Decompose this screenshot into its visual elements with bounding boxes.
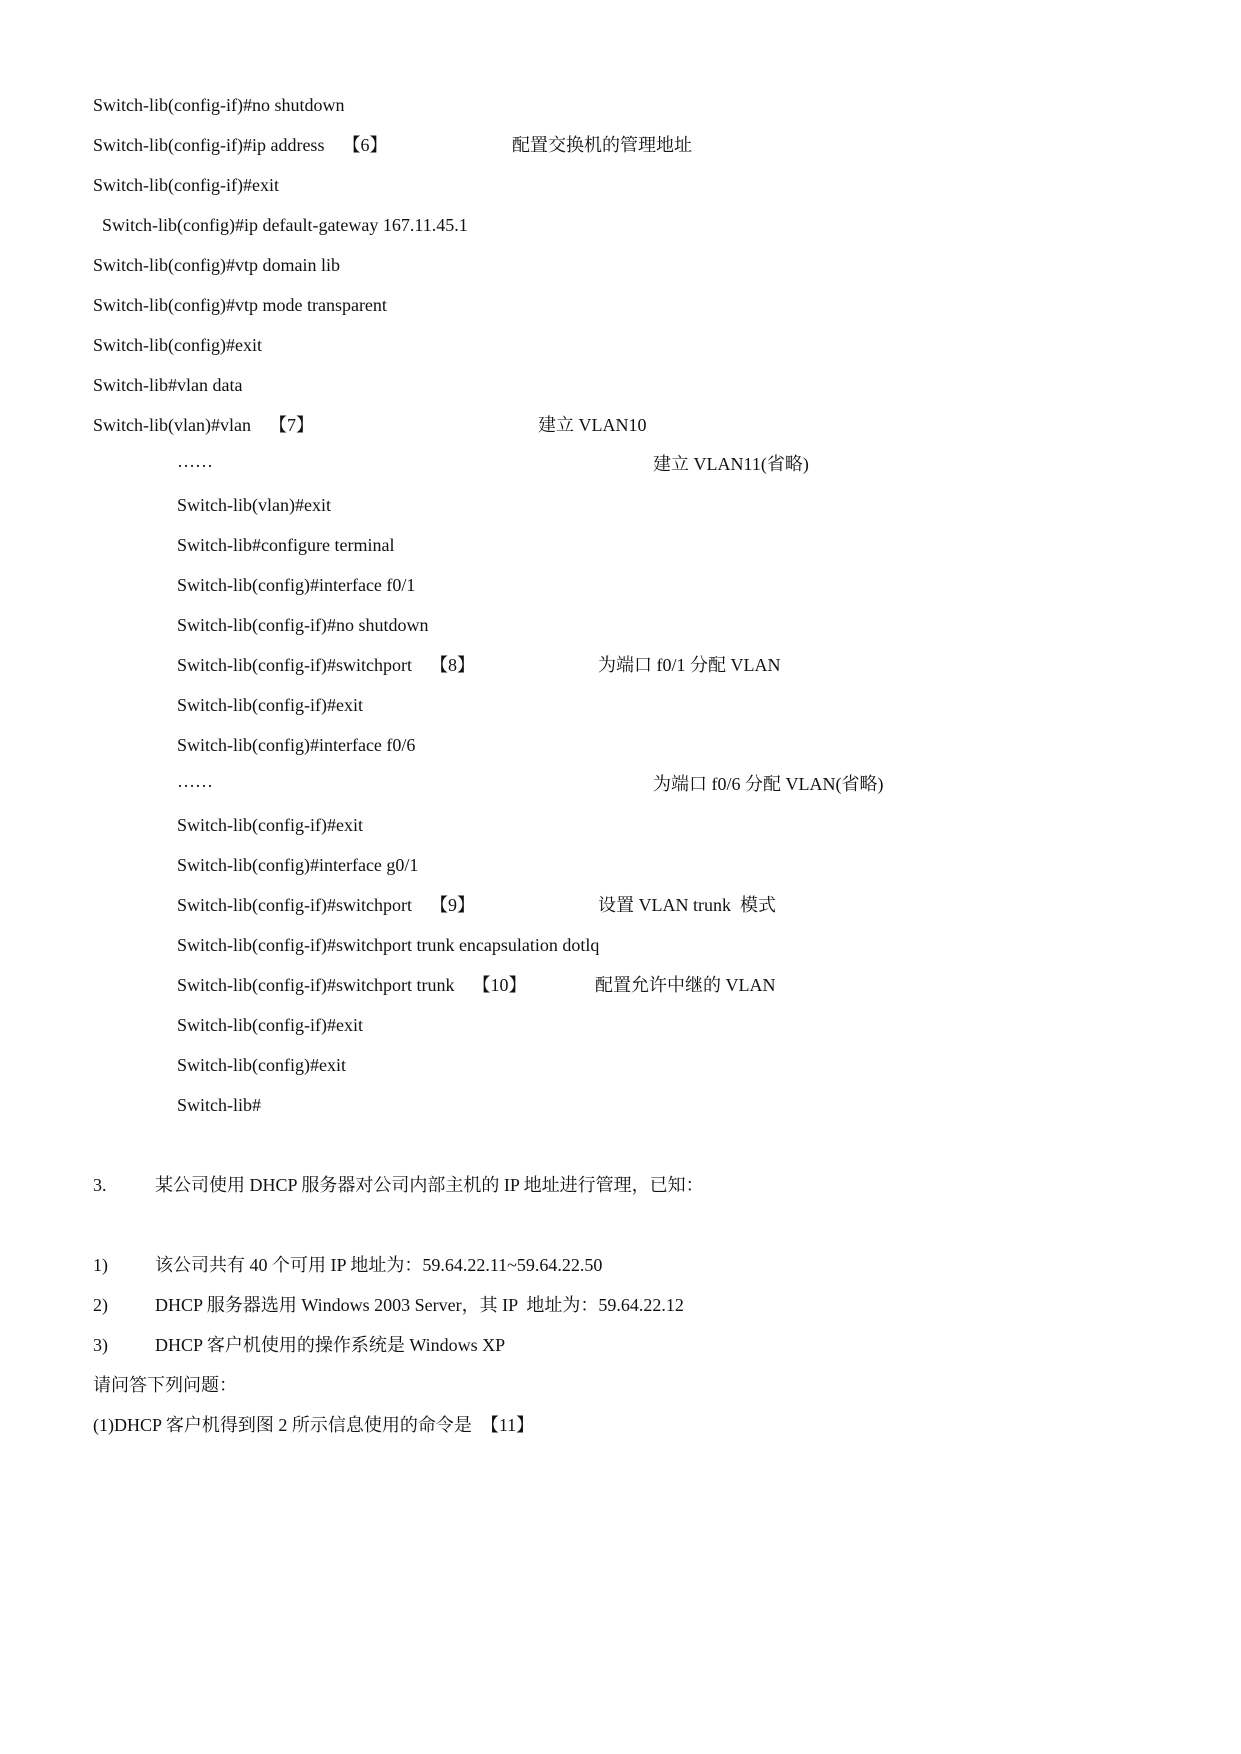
config-line: Switch-lib(config-if)#no shutdown <box>177 615 429 635</box>
config-line: Switch-lib(config-if)#switchport 【9】 <box>177 895 475 915</box>
item-number: 3) <box>93 1335 108 1355</box>
config-line: Switch-lib(config-if)#exit <box>177 815 363 835</box>
config-line: Switch-lib(config)#vtp domain lib <box>93 255 340 275</box>
config-line: Switch-lib(config-if)#exit <box>177 1015 363 1035</box>
item-number: 2) <box>93 1295 108 1315</box>
config-line: Switch-lib#configure terminal <box>177 535 395 555</box>
comment-ip-address: 配置交换机的管理地址 <box>512 135 692 155</box>
question-number: 3. <box>93 1175 107 1195</box>
question-prompt: 请问答下列问题： <box>93 1375 237 1395</box>
config-line: Switch-lib(config)#exit <box>177 1055 346 1075</box>
item-number: 1) <box>93 1255 108 1275</box>
config-line: Switch-lib(config)#interface f0/1 <box>177 575 416 595</box>
item-text: 该公司共有 40 个可用 IP 地址为：59.64.22.11~59.64.22.50 <box>155 1255 603 1275</box>
config-line: Switch-lib(config-if)#switchport trunk encapsulation dotlq <box>177 935 600 955</box>
config-line: Switch-lib(config)#interface g0/1 <box>177 855 419 875</box>
comment-f06: 为端口 f0/6 分配 VLAN(省略) <box>653 774 884 794</box>
config-line: …… <box>177 451 213 471</box>
item-text: DHCP 客户机使用的操作系统是 Windows XP <box>155 1335 506 1355</box>
config-line: Switch-lib(config)#ip default-gateway 167.11.45.1 <box>102 215 468 235</box>
comment-f01: 为端口 f0/1 分配 VLAN <box>598 655 781 675</box>
config-line: Switch-lib#vlan data <box>93 375 243 395</box>
config-line: Switch-lib(config)#exit <box>93 335 262 355</box>
config-line: Switch-lib(config-if)#switchport 【8】 <box>177 655 475 675</box>
config-line: Switch-lib(vlan)#vlan 【7】 <box>93 415 314 435</box>
item-text: DHCP 服务器选用 Windows 2003 Server，其 IP 地址为：59.64.22.12 <box>155 1295 684 1315</box>
config-line: Switch-lib(config-if)#switchport trunk 【10】 <box>177 975 527 995</box>
sub-question: (1)DHCP 客户机得到图 2 所示信息使用的命令是 【11】 <box>93 1415 535 1435</box>
config-line: Switch-lib(config-if)#exit <box>93 175 279 195</box>
config-line: Switch-lib(config-if)#ip address 【6】 <box>93 135 388 155</box>
comment-vlan10: 建立 VLAN10 <box>538 415 647 435</box>
config-line: Switch-lib(vlan)#exit <box>177 495 331 515</box>
comment-vlan11: 建立 VLAN11(省略) <box>653 454 809 474</box>
config-line: Switch-lib# <box>177 1095 261 1115</box>
config-line: Switch-lib(config)#vtp mode transparent <box>93 295 387 315</box>
config-line: Switch-lib(config)#interface f0/6 <box>177 735 416 755</box>
comment-trunk-allow: 配置允许中继的 VLAN <box>595 975 776 995</box>
question-text: 某公司使用 DHCP 服务器对公司内部主机的 IP 地址进行管理，已知： <box>155 1175 704 1195</box>
config-line: Switch-lib(config-if)#no shutdown <box>93 95 345 115</box>
config-line: Switch-lib(config-if)#exit <box>177 695 363 715</box>
comment-trunk-mode: 设置 VLAN trunk 模式 <box>598 895 776 915</box>
config-line: …… <box>177 771 213 791</box>
